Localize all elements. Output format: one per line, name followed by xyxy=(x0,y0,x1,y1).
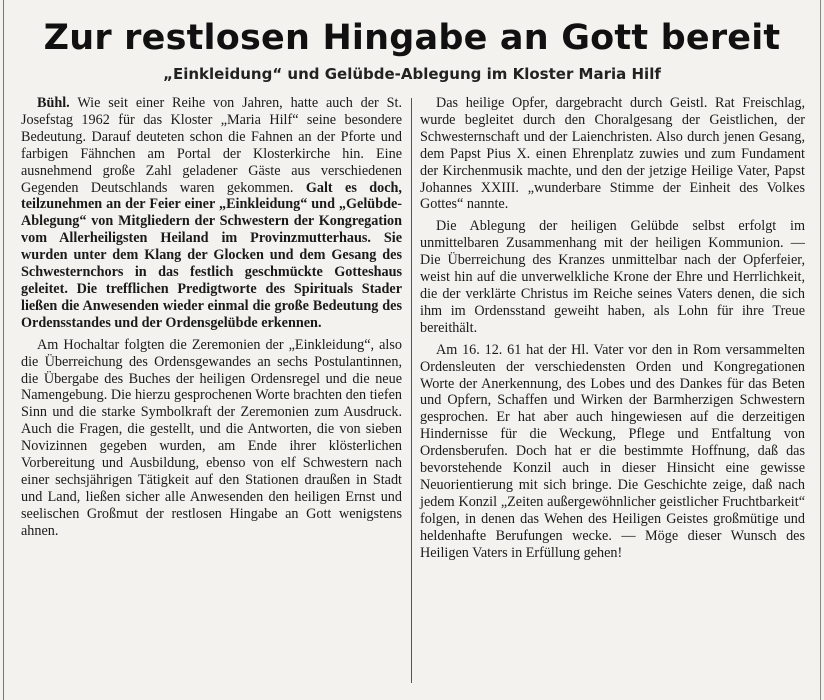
headline: Zur restlosen Hingabe an Gott bereit xyxy=(43,18,781,58)
column-divider xyxy=(411,98,412,683)
right-paragraph-2: Die Ablegung der heiligen Gelübde selbst erfolgt im unmittelbaren Zusammenhang mit der heiligen Kommunion. — Die Überreichung des Kranzes unmittelbar nach der Opferfeier, weist hin auf die unverwelkliche Krone der Ehre und Herrlichkeit, die der verklärte Christus im Reiche seines Vaters denen, die sich ihm im Ordensstand geweiht haben, als Lohn für ihre Treue bereithält. xyxy=(420,218,805,336)
right-column xyxy=(420,95,805,561)
left-paragraph-1 xyxy=(21,95,402,332)
left-paragraph-2: Am Hochaltar folgten die Zeremonien der „Einkleidung“, also die Überreichung des Ordensgewandes an sechs Postulantinnen, die Übergabe des Buches der heiligen Ordensregel und die neue Namengebung. Die hierzu gesprochenen Worte brachten den tiefen Sinn und die starke Symbolkraft der Zeremonien zum Ausdruck. Auch die Fragen, die gestellt, und die Antworten, die von sieben Novizinnen gegeben wurden, am Ende ihrer klösterlichen Vorbereitung und Ausbildung, ebenso von elf Schwestern nach einer sechsjährigen Tätigkeit auf den Stationen draußen in Stadt und Land, ließen sicher alle Anwesenden den heiligen Ernst und seelischen Großmut der restlosen Hingabe an Gott wenigstens ahnen. xyxy=(21,336,402,539)
right-paragraph-1: Das heilige Opfer, dargebracht durch Geistl. Rat Freischlag, wurde begleitet durch den Choralgesang der Geistlichen, der Schwesternschaft und der Laienchristen. Also durch jenen Gesang, dem Papst Pius X. einen Ehrenplatz zuwies und zum Fundament der Kirchenmusik machte, und den der jetzige Heilige Vater, Papst Johannes XXIII. „wunderbare Stimme der Einheit des Volkes Gottes“ nannte. xyxy=(420,95,805,213)
left-column xyxy=(21,95,402,540)
left-paragraph-1-text: Wie seit einer Reihe von Jahren, hatte auch der St. Josefstag 1962 für das Kloster „Maria Hilf“ seine besondere Bedeutung. Darauf deuteten schon die Fahnen an der Pforte und farbigen Fähnchen am Portal der Klosterkirche hin. Eine ausnehmend große Zahl geladener Gäste aus verschiedenen Gegenden Deutschlands waren gekommen. xyxy=(21,95,402,196)
dateline: Bühl. xyxy=(37,95,70,111)
clipping-edge-right xyxy=(820,0,821,700)
right-paragraph-3: Am 16. 12. 61 hat der Hl. Vater vor den in Rom versammelten Ordensleuten der verschiedensten Orden und Kongregationen Worte der Anerkennung, des Lobes und des Dankes für das Beten und Opfern, Schaffen und Wirken der Barmherzigen Schwestern gesprochen. Er hat aber auch hingewiesen auf die derzeitigen Hindernisse für die Weckung, Pflege und Entfaltung von Ordensberufen. Doch hat er die bestimmte Hoffnung, daß das bevorstehende Konzil auch in dieser Hinsicht eine gewisse Neuorientierung mit sich bringe. Die Geschichte zeige, daß nach jedem Konzil „Zeiten außergewöhnlicher geistlicher Fruchtbarkeit“ folgen, in denen das Wehen des Heiligen Geistes großmütige und heldenhafte Berufungen wecke. — Möge dieser Wunsch des Heiligen Vaters in Erfüllung gehen! xyxy=(420,341,805,561)
left-paragraph-1-bold-text: Galt es doch, teilzunehmen an der Feier einer „Einkleidung“ und „Gelübde-Ablegung“ von Mitgliedern der Schwestern der Kongregation vom Allerheiligsten Heiland im Provinzmutterhaus. Sie wurden unter dem Klang der Glocken und dem Gesang des Schwesternchors in das festlich geschmückte Gotteshaus geleitet. Die trefflichen Predigtworte des Spirituals Stader ließen die Anwesenden wieder einmal die große Bedeutung des Ordensstandes und der Ordensgelübde erkennen. xyxy=(21,179,402,331)
clipping-edge-left xyxy=(3,0,4,700)
subheadline: „Einkleidung“ und Gelübde-Ablegung im Kloster Maria Hilf xyxy=(163,65,661,83)
